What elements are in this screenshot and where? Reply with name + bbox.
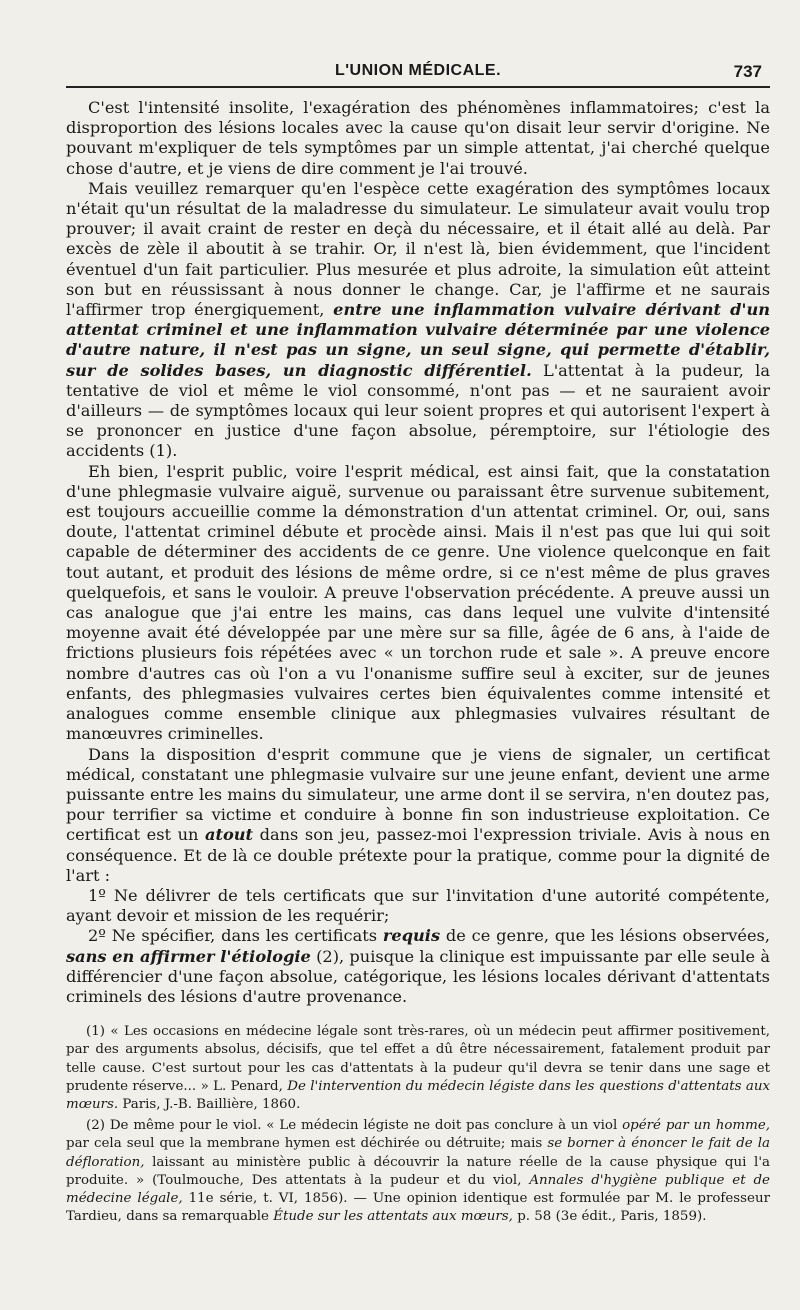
paragraph-text: (2), puisque la clinique est impuissante par elle seule à différencier d'une façon absolue, catégorique, les lésions locales dérivant d'attentats criminels des lésions d'autre provenance. (66, 946, 770, 1006)
paragraph-text: Dans la disposition d'esprit commune que je viens de signaler, un certificat médical, constatant une phlegmasie vulvaire sur une jeune enfant, devient une arme puissante entre les mains du simulateur, une arme dont il se servira, n'en doutez pas, pour terrifier sa victime et conduire à bonne fin son industrieuse exploitation. Ce certificat est un (66, 744, 770, 845)
running-title: L'UNION MÉDICALE. (334, 62, 502, 79)
footnote-italic: Annales d'hygiène publique et de médecine légale, (66, 1172, 770, 1206)
footnote-italic: Étude sur les attentats aux mœurs, (273, 1209, 513, 1225)
emphasized-text: sans en affirmer l'étiologie (66, 946, 311, 966)
footnote-text: 11e série, t. VI, 1856). — Une opinion identique est formulée par M. le professeur Tardieu, dans sa remarquable (66, 1190, 770, 1225)
footnote-2 (66, 1117, 770, 1226)
footnotes (66, 1023, 770, 1226)
paragraph-text: 1º Ne délivrer de tels certificats que sur l'invitation d'une autorité compétente, ayant devoir et mission de les requérir; (66, 885, 770, 926)
footnote-italic: De l'intervention du médecin légiste dans les questions d'attentats aux mœurs. (66, 1078, 770, 1112)
paragraph-text: de ce genre, que les lésions observées, (440, 926, 771, 946)
footnote-text: par cela seul que la membrane hymen est déchirée ou détruite; mais (66, 1136, 548, 1152)
emphasized-text: entre une inflammation vulvaire dérivant d'un attentat criminel et une inflammation vulvaire déterminée par une violence d'autre nature, il n'est pas un signe, un seul signe, qui permette d'établir, sur de solides bases, un diagnostic différentiel. (66, 300, 770, 380)
footnote-text: (1) « Les occasions en médecine légale sont très-rares, où un médecin peut affirmer positivement, par des arguments absolus, décisifs, que tel effet a dû être nécessairement, fatalement produit par telle cause. C'est surtout pour les cas d'attentats à la pudeur qu'il devra se tenir dans une sage et prudente réserve... » L. Penard, (66, 1024, 770, 1094)
paragraph-3 (66, 462, 770, 745)
footnote-1 (66, 1023, 770, 1114)
paragraph-text: L'attentat à la pudeur, la tentative de viol et même le viol consommé, n'ont pas — et ne sauraient avoir d'ailleurs — de symptômes locaux qui leur soient propres et qui autorisent l'expert à se prononcer en justice d'une façon absolue, péremptoire, sur l'étiologie des accidents (1). (66, 360, 770, 461)
footnote-text: p. 58 (3e édit., Paris, 1859). (512, 1209, 707, 1225)
page-number: 737 (733, 62, 762, 81)
paragraph-text: Eh bien, l'esprit public, voire l'esprit médical, est ainsi fait, que la constatation d'une phlegmasie vulvaire aiguë, survenue ou paraissant être survenue subitement, est toujours accueillie comme la démonstration d'un attentat criminel. Or, oui, sans doute, l'attentat criminel débute et procède ainsi. Mais il n'est pas que lui qui soit capable de déterminer des accidents de ce genre. Une violence quelconque en fait tout autant, et produit des lésions de même ordre, si ce n'est même de plus graves quelquefois, et sans le vouloir. A preuve l'observation précédente. A preuve aussi un cas analogue que j'ai entre les mains, cas dans lequel une vulvite d'intensité moyenne avait été développée par une mère sur sa fille, âgée de 6 ans, à l'aide de frictions plusieurs fois répétées avec « un torchon rude et sale ». A preuve encore nombre d'autres cas où l'on a vu l'onanisme suffire seul à exciter, sur de jeunes enfants, des phlegmasies vulvaires certes bien équivalentes comme intensité et analogues comme ensemble clinique aux phlegmasies vulvaires résultant de manœuvres criminelles. (66, 461, 770, 744)
footnote-italic: se borner à énoncer le fait de la défloration, (66, 1136, 770, 1170)
paragraph-text: dans son jeu, passez-moi l'expression triviale. Avis à nous en conséquence. Et de là ce double prétexte pour la pratique, comme pour la dignité de l'art : (66, 825, 771, 885)
paragraph-4 (66, 745, 770, 886)
page-header (66, 58, 770, 88)
footnote-italic: opéré par un homme, (622, 1118, 771, 1134)
paragraph-text: Mais veuillez remarquer qu'en l'espèce cette exagération des symptômes locaux n'était qu'un résultat de la maladresse du simulateur. Le simulateur avait voulu trop prouver; il avait craint de rester en deçà du nécessaire, et il était allé au delà. Par excès de zèle il aboutit à se trahir. Or, il n'est là, bien évidemment, que l'incident éventuel d'un fait particulier. Plus mesurée et plus adroite, la simulation eût atteint son but en réussissant à nous donner le change. Car, je l'affirme et ne saurais l'affirmer trop énergiquement, (66, 178, 770, 320)
body-text (66, 98, 770, 1007)
paragraph-text: 2º Ne spécifier, dans les certificats (88, 926, 383, 946)
paragraph-2 (66, 179, 770, 462)
paragraph-6 (66, 926, 770, 1007)
emphasized-text: atout (205, 825, 254, 845)
footnote-text: Paris, J.-B. Baillière, 1860. (118, 1096, 301, 1112)
footnote-text: laissant au ministère public à découvrir la nature réelle de la cause physique qui l'a produite. » (Toulmouche, Des attentats à la pudeur et du viol, (66, 1154, 770, 1188)
paragraph-1 (66, 98, 770, 179)
paragraph-text: C'est l'intensité insolite, l'exagération des phénomènes inflammatoires; c'est la disproportion des lésions locales avec la cause qu'on disait leur servir d'origine. Ne pouvant m'expliquer de tels symptômes par un simple attentat, j'ai cherché quelque chose d'autre, et je viens de dire comment je l'ai trouvé. (66, 98, 770, 178)
footnote-text: (2) De même pour le viol. « Le médecin légiste ne doit pas conclure à un viol (86, 1118, 623, 1134)
paragraph-5 (66, 886, 770, 926)
emphasized-text: requis (382, 926, 441, 946)
